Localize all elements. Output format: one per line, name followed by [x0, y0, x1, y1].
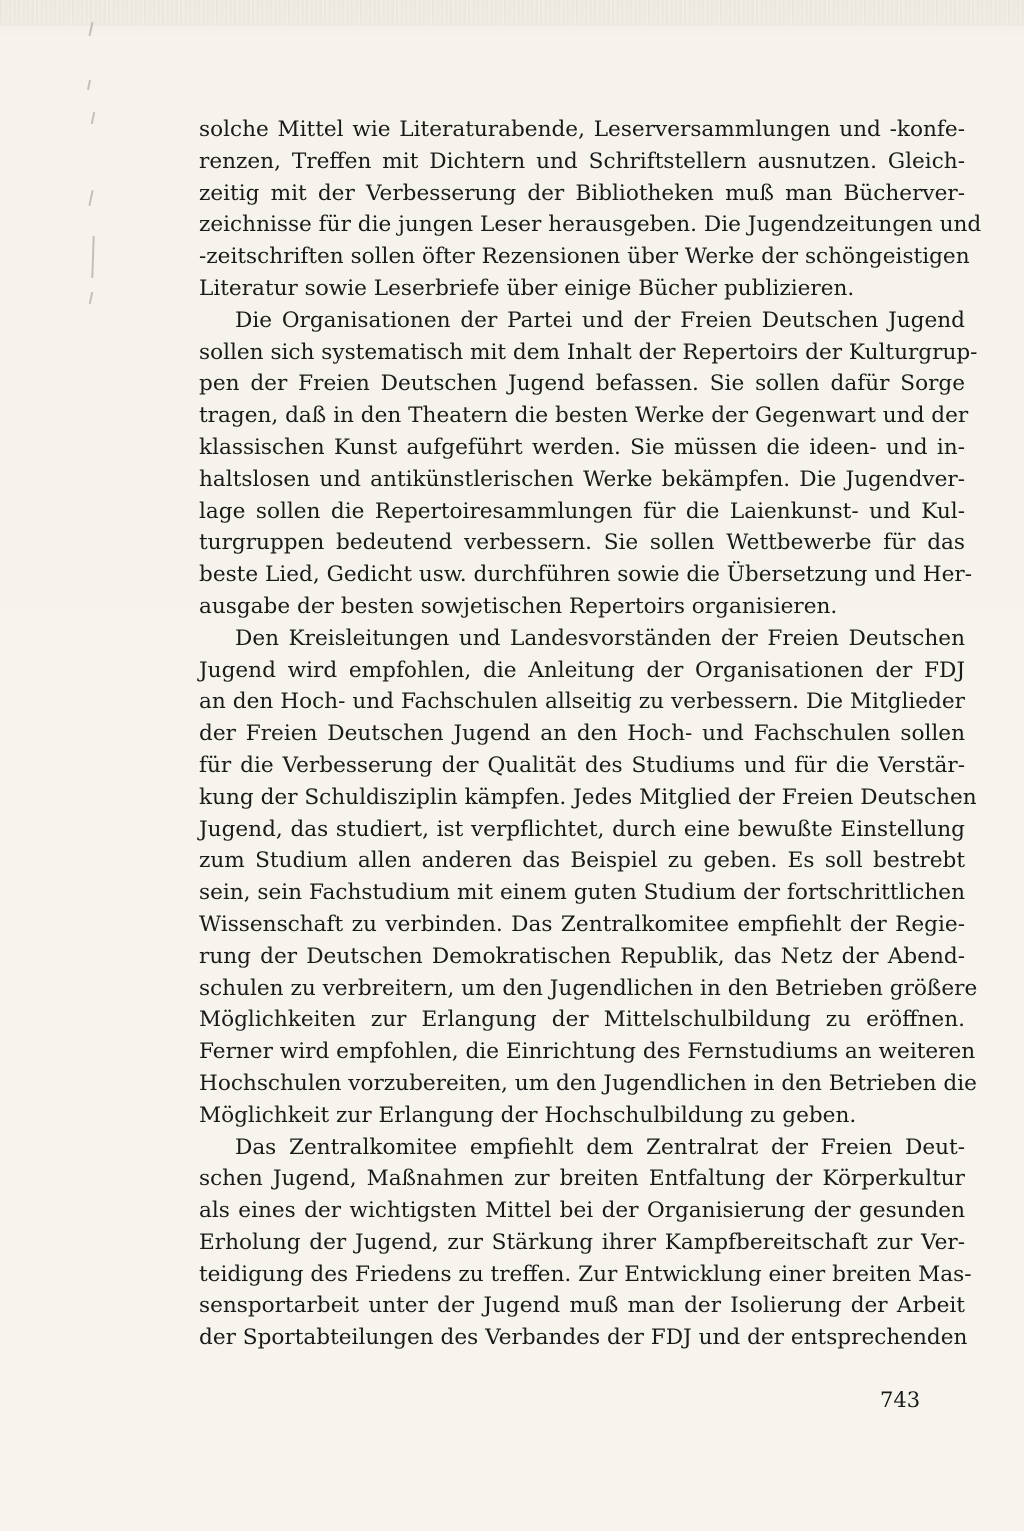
text-line: Ferner wird empfohlen, die Einrichtung des Fernstudiums an weiteren — [199, 1039, 976, 1065]
text-line: an den Hoch- und Fachschulen allseitig zu verbessern. Die Mitglieder — [199, 689, 965, 715]
margin-mark — [89, 292, 93, 304]
text-line: schen Jugend, Maßnahmen zur breiten Entfaltung der Körperkultur — [199, 1166, 965, 1192]
text-line: Jugend wird empfohlen, die Anleitung der Organisationen der FDJ — [199, 657, 965, 683]
text-line: lage sollen die Repertoiresammlungen für die Laienkunst- und Kul- — [199, 498, 965, 524]
margin-mark — [87, 80, 91, 90]
text-line: solche Mittel wie Literaturabende, Leserversammlungen und -konfe- — [199, 117, 965, 142]
text-line: pen der Freien Deutschen Jugend befassen. Sie sollen dafür Sorge — [199, 371, 965, 397]
text-line: Möglichkeiten zur Erlangung der Mittelschulbildung zu eröffnen. — [199, 1007, 965, 1033]
text-line: turgruppen bedeutend verbessern. Sie sollen Wettbewerbe für das — [199, 530, 965, 556]
text-line: Erholung der Jugend, zur Stärkung ihrer Kampfbereitschaft zur Ver- — [199, 1229, 965, 1255]
text-line: tragen, daß in den Theatern die besten Werke der Gegenwart und der — [199, 403, 969, 429]
text-line: renzen, Treffen mit Dichtern und Schriftstellern ausnutzen. Gleich- — [199, 148, 965, 174]
body-text — [199, 114, 982, 1354]
page-number: 743 — [880, 1388, 921, 1412]
paragraph — [199, 305, 978, 623]
text-line: zeichnisse für die jungen Leser herausgeben. Die Jugendzeitungen und — [199, 212, 982, 238]
text-line: Den Kreisleitungen und Landesvorständen der Freien Deutschen — [235, 625, 965, 651]
margin-mark — [88, 190, 93, 206]
text-line: haltslosen und antikünstlerischen Werke bekämpfen. Die Jugendver- — [199, 466, 965, 492]
text-line: zum Studium allen anderen das Beispiel zu geben. Es soll bestrebt — [199, 848, 965, 874]
text-line: der Sportabteilungen des Verbandes der FDJ und der entsprechenden — [199, 1325, 968, 1351]
paragraph — [199, 1132, 972, 1355]
text-line: der Freien Deutschen Jugend an den Hoch- und Fachschulen sollen — [199, 721, 965, 747]
text-line: Hochschulen vorzubereiten, um den Jugendlichen in den Betrieben die — [199, 1070, 977, 1096]
text-line: Wissenschaft zu verbinden. Das Zentralkomitee empfiehlt der Regie- — [199, 911, 965, 937]
text-line: Möglichkeit zur Erlangung der Hochschulbildung zu geben. — [199, 1102, 857, 1128]
text-line: beste Lied, Gedicht usw. durchführen sowie die Übersetzung und Her- — [199, 562, 973, 588]
text-line: -zeitschriften sollen öfter Rezensionen über Werke der schöngeistigen — [199, 244, 970, 270]
text-line: sensportarbeit unter der Jugend muß man der Isolierung der Arbeit — [199, 1293, 965, 1319]
text-line: sollen sich systematisch mit dem Inhalt der Repertoirs der Kulturgrup- — [199, 339, 978, 365]
text-line: als eines der wichtigsten Mittel bei der Organisierung der gesunden — [199, 1198, 965, 1224]
text-line: für die Verbesserung der Qualität des Studiums und für die Verstär- — [199, 752, 965, 778]
text-line: rung der Deutschen Demokratischen Republik, das Netz der Abend- — [199, 943, 965, 969]
text-line: Literatur sowie Leserbriefe über einige Bücher publizieren. — [199, 275, 855, 301]
text-line: kung der Schuldisziplin kämpfen. Jedes Mitglied der Freien Deutschen — [199, 784, 977, 810]
margin-mark — [91, 112, 95, 124]
text-line: Jugend, das studiert, ist verpflichtet, durch eine bewußte Einstellung — [199, 816, 965, 842]
margin-mark — [91, 236, 94, 278]
scan-edge — [0, 0, 1024, 26]
text-line: schulen zu verbreitern, um den Jugendlichen in den Betrieben größere — [199, 975, 978, 1001]
text-line: zeitig mit der Verbesserung der Bibliotheken muß man Bücherver- — [199, 180, 965, 206]
text-line: ausgabe der besten sowjetischen Repertoirs organisieren. — [199, 593, 838, 619]
text-line: teidigung des Friedens zu treffen. Zur Entwicklung einer breiten Mas- — [199, 1261, 972, 1287]
paragraph — [199, 623, 978, 1132]
text-line: Die Organisationen der Partei und der Freien Deutschen Jugend — [235, 307, 965, 333]
text-line: Das Zentralkomitee empfiehlt dem Zentralrat der Freien Deut- — [235, 1134, 965, 1160]
text-line: sein, sein Fachstudium mit einem guten Studium der fortschrittlichen — [199, 880, 965, 906]
paragraph — [199, 114, 982, 305]
text-line: klassischen Kunst aufgeführt werden. Sie müssen die ideen- und in- — [199, 434, 965, 460]
